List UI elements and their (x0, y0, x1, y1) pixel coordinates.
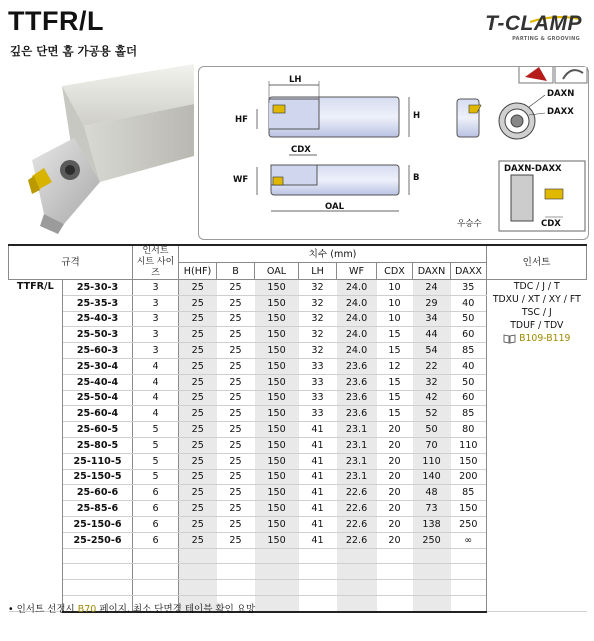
row-code: 25-30-3 (63, 280, 133, 296)
row-value: 33 (299, 358, 337, 374)
col-header: WF (337, 263, 377, 280)
row-value: 33 (299, 390, 337, 406)
row-value (413, 595, 451, 611)
row-value: 20 (377, 485, 413, 501)
row-value: 150 (255, 469, 299, 485)
row-value: 25 (179, 516, 217, 532)
row-value: 25 (179, 406, 217, 422)
row-value: 24 (413, 280, 451, 296)
row-value: 50 (413, 422, 451, 438)
row-value: 54 (413, 343, 451, 359)
row-value (217, 548, 255, 564)
label-lh: LH (289, 75, 302, 85)
row-value: 32 (299, 327, 337, 343)
row-value: 110 (413, 453, 451, 469)
row-value: 40 (451, 295, 487, 311)
row-value (337, 580, 377, 596)
row-value: 25 (217, 280, 255, 296)
insert-type: TDC / J / T (513, 281, 560, 292)
row-code (63, 580, 133, 596)
row-value: 29 (413, 295, 451, 311)
row-code: 25-35-3 (63, 295, 133, 311)
row-value (179, 548, 217, 564)
row-value: 60 (451, 327, 487, 343)
row-value (451, 548, 487, 564)
row-value: 20 (377, 453, 413, 469)
row-value: 32 (299, 295, 337, 311)
row-value: ∞ (451, 532, 487, 548)
row-value: 150 (255, 406, 299, 422)
row-value: 150 (255, 358, 299, 374)
row-value (179, 564, 217, 580)
row-value: 32 (299, 311, 337, 327)
row-value: 25 (179, 501, 217, 517)
row-code: 25-30-4 (63, 358, 133, 374)
row-value: 44 (413, 327, 451, 343)
row-value: 25 (179, 437, 217, 453)
brand-logo (464, 12, 582, 40)
row-value: 85 (451, 406, 487, 422)
row-value: 25 (217, 422, 255, 438)
col-header: B (217, 263, 255, 280)
row-value: 25 (179, 327, 217, 343)
row-value: 85 (451, 485, 487, 501)
row-value: 25 (217, 532, 255, 548)
row-insert-size: 6 (133, 485, 179, 501)
row-value: 33 (299, 406, 337, 422)
row-code: 25-50-4 (63, 390, 133, 406)
row-code: 25-60-3 (63, 343, 133, 359)
row-value (299, 564, 337, 580)
dimension-diagram (198, 66, 589, 240)
row-value: 15 (377, 390, 413, 406)
row-value (377, 580, 413, 596)
row-code: 25-60-5 (63, 422, 133, 438)
row-insert-size: 3 (133, 295, 179, 311)
brand-tagline: PARTING & GROOVING (512, 36, 580, 42)
row-value: 150 (451, 453, 487, 469)
row-value: 25 (179, 358, 217, 374)
row-insert-size: 5 (133, 437, 179, 453)
spec-table (8, 244, 587, 613)
row-value (451, 595, 487, 611)
row-value: 32 (299, 280, 337, 296)
row-value: 34 (413, 311, 451, 327)
col-header: LH (299, 263, 337, 280)
insert-page-ref-text[interactable]: B109-B119 (519, 333, 571, 344)
label-wf: WF (233, 175, 249, 185)
row-value: 15 (377, 374, 413, 390)
row-code (63, 564, 133, 580)
row-value: 25 (179, 374, 217, 390)
row-value: 10 (377, 280, 413, 296)
row-value: 20 (377, 501, 413, 517)
row-value (255, 548, 299, 564)
row-value: 33 (299, 374, 337, 390)
table-row (9, 280, 587, 296)
row-value (217, 564, 255, 580)
label-cdx-top: CDX (291, 145, 311, 155)
row-value: 23.1 (337, 453, 377, 469)
row-value: 23.6 (337, 390, 377, 406)
row-value: 12 (377, 358, 413, 374)
row-insert-size: 4 (133, 374, 179, 390)
row-value (337, 548, 377, 564)
row-value: 24.0 (337, 327, 377, 343)
col-header: DAXX (451, 263, 487, 280)
page-title: TTFR/L (8, 6, 104, 36)
row-value: 150 (451, 501, 487, 517)
row-code (63, 548, 133, 564)
row-value: 25 (217, 295, 255, 311)
row-value (299, 595, 337, 611)
row-value: 73 (413, 501, 451, 517)
row-value: 25 (217, 516, 255, 532)
row-value: 20 (377, 532, 413, 548)
row-value: 41 (299, 437, 337, 453)
row-insert-size: 3 (133, 343, 179, 359)
row-insert-size (133, 548, 179, 564)
row-value (413, 564, 451, 580)
row-insert-size: 6 (133, 532, 179, 548)
row-value: 42 (413, 390, 451, 406)
row-code: 25-85-6 (63, 501, 133, 517)
brand-name: T-CLAMP (485, 12, 582, 35)
row-value: 25 (179, 295, 217, 311)
row-value: 22.6 (337, 501, 377, 517)
row-value: 23.1 (337, 469, 377, 485)
row-value: 32 (299, 343, 337, 359)
row-value: 23.6 (337, 358, 377, 374)
header-insert: 인서트 (487, 245, 587, 280)
row-insert-size: 3 (133, 327, 179, 343)
insert-type: TDXU / XT / XY / FT (492, 294, 581, 305)
row-value: 22.6 (337, 532, 377, 548)
row-value: 41 (299, 485, 337, 501)
row-insert-size: 3 (133, 280, 179, 296)
row-value: 150 (255, 343, 299, 359)
insert-type: TDUF / TDV (510, 320, 564, 331)
col-header: CDX (377, 263, 413, 280)
row-insert-size: 6 (133, 501, 179, 517)
row-value: 150 (255, 327, 299, 343)
row-value: 15 (377, 343, 413, 359)
row-insert-size: 5 (133, 469, 179, 485)
row-value: 41 (299, 532, 337, 548)
row-value: 25 (179, 485, 217, 501)
header-spec: 규격 (9, 245, 133, 280)
insert-type: TSC / J (521, 307, 552, 318)
row-value: 15 (377, 406, 413, 422)
row-value: 110 (451, 437, 487, 453)
row-value: 25 (179, 343, 217, 359)
row-value (217, 580, 255, 596)
label-daxn-daxx: DAXN-DAXX (504, 164, 562, 174)
row-value: 22.6 (337, 516, 377, 532)
row-insert-size: 3 (133, 311, 179, 327)
row-value: 20 (377, 469, 413, 485)
row-value: 200 (451, 469, 487, 485)
row-insert-size: 4 (133, 358, 179, 374)
row-insert-size (133, 564, 179, 580)
row-value: 25 (179, 311, 217, 327)
row-value: 150 (255, 390, 299, 406)
row-value (299, 580, 337, 596)
row-value: 22 (413, 358, 451, 374)
row-value: 250 (413, 532, 451, 548)
row-value: 25 (179, 532, 217, 548)
label-daxx: DAXX (547, 107, 574, 117)
row-value: 25 (217, 501, 255, 517)
label-h: H (413, 111, 421, 121)
row-value: 25 (217, 390, 255, 406)
row-value: 24.0 (337, 295, 377, 311)
row-value: 48 (413, 485, 451, 501)
row-value: 52 (413, 406, 451, 422)
row-code: 25-60-4 (63, 406, 133, 422)
row-value (299, 548, 337, 564)
row-value: 24.0 (337, 343, 377, 359)
row-insert-size: 4 (133, 390, 179, 406)
row-value: 10 (377, 311, 413, 327)
row-value: 41 (299, 422, 337, 438)
row-code: 25-50-3 (63, 327, 133, 343)
row-code: 25-40-3 (63, 311, 133, 327)
row-value: 250 (451, 516, 487, 532)
row-code: 25-150-6 (63, 516, 133, 532)
label-daxn: DAXN (547, 89, 575, 99)
row-value: 150 (255, 501, 299, 517)
label-cdx-detail: CDX (541, 219, 561, 229)
row-value (337, 564, 377, 580)
row-value: 25 (217, 311, 255, 327)
row-value: 24.0 (337, 280, 377, 296)
row-value: 22.6 (337, 485, 377, 501)
col-header: OAL (255, 263, 299, 280)
series-label: TTFR/L (9, 280, 63, 612)
row-code: 25-40-4 (63, 374, 133, 390)
row-value: 150 (255, 295, 299, 311)
row-value: 150 (255, 532, 299, 548)
book-icon (503, 334, 516, 344)
page-subtitle: 깊은 단면 홈 가공용 홀더 (10, 44, 138, 58)
row-value: 25 (217, 469, 255, 485)
footnote-prefix: • 인서트 선정시 (8, 604, 78, 615)
row-insert-size: 4 (133, 406, 179, 422)
row-value (451, 580, 487, 596)
row-value: 20 (377, 422, 413, 438)
row-value: 150 (255, 422, 299, 438)
label-oal: OAL (325, 202, 344, 212)
row-value: 24.0 (337, 311, 377, 327)
row-value: 140 (413, 469, 451, 485)
row-value: 150 (255, 453, 299, 469)
row-value: 15 (377, 327, 413, 343)
row-value: 25 (179, 469, 217, 485)
row-value: 23.1 (337, 437, 377, 453)
row-value: 25 (217, 406, 255, 422)
insert-page-ref[interactable] (487, 332, 587, 345)
row-value: 25 (217, 343, 255, 359)
row-value: 25 (179, 422, 217, 438)
row-value: 23.6 (337, 374, 377, 390)
row-value: 150 (255, 516, 299, 532)
row-value: 138 (413, 516, 451, 532)
footnote-suffix: 페이지, 최소 단면경 테이블 확인 요망 (96, 604, 256, 615)
row-value: 150 (255, 311, 299, 327)
row-insert-size: 5 (133, 453, 179, 469)
row-value: 60 (451, 390, 487, 406)
row-value: 70 (413, 437, 451, 453)
row-value: 25 (217, 453, 255, 469)
row-value: 10 (377, 295, 413, 311)
row-value: 20 (377, 437, 413, 453)
row-value: 23.6 (337, 406, 377, 422)
row-value: 41 (299, 501, 337, 517)
row-insert-size: 5 (133, 422, 179, 438)
row-value: 32 (413, 374, 451, 390)
row-value (255, 595, 299, 611)
row-value (377, 595, 413, 611)
row-value: 35 (451, 280, 487, 296)
footnote (8, 601, 255, 615)
label-b: B (413, 173, 420, 183)
row-value: 150 (255, 485, 299, 501)
insert-cell (487, 280, 587, 612)
row-code: 25-80-5 (63, 437, 133, 453)
row-value: 25 (179, 390, 217, 406)
row-value (255, 564, 299, 580)
row-value: 25 (217, 358, 255, 374)
row-value (377, 548, 413, 564)
row-value: 50 (451, 374, 487, 390)
row-value (413, 580, 451, 596)
row-value: 50 (451, 311, 487, 327)
row-value: 41 (299, 453, 337, 469)
row-value: 25 (179, 280, 217, 296)
row-value (255, 580, 299, 596)
row-code: 25-150-5 (63, 469, 133, 485)
row-value: 25 (217, 374, 255, 390)
label-hand: 우승수 (457, 219, 482, 229)
row-code: 25-110-5 (63, 453, 133, 469)
row-value: 20 (377, 516, 413, 532)
holder-photo (4, 64, 194, 240)
row-value: 40 (451, 358, 487, 374)
row-code: 25-60-6 (63, 485, 133, 501)
header-insert-size: 인서트 시트 사이즈 (133, 245, 179, 280)
row-value (179, 580, 217, 596)
row-value: 41 (299, 516, 337, 532)
row-value: 150 (255, 437, 299, 453)
row-value: 23.1 (337, 422, 377, 438)
row-value: 25 (217, 485, 255, 501)
row-value: 150 (255, 280, 299, 296)
col-header: DAXN (413, 263, 451, 280)
row-value: 25 (179, 453, 217, 469)
row-code: 25-250-6 (63, 532, 133, 548)
row-value: 85 (451, 343, 487, 359)
row-insert-size (133, 580, 179, 596)
row-value (451, 564, 487, 580)
row-value: 150 (255, 374, 299, 390)
col-header: H(HF) (179, 263, 217, 280)
footnote-page-link[interactable]: B70 (77, 604, 97, 615)
row-value (377, 564, 413, 580)
row-insert-size: 6 (133, 516, 179, 532)
header-dims: 치수 (mm) (179, 245, 487, 263)
row-value: 41 (299, 469, 337, 485)
row-value (413, 548, 451, 564)
row-value: 80 (451, 422, 487, 438)
row-value: 25 (217, 437, 255, 453)
label-hf: HF (235, 115, 248, 125)
row-value (337, 595, 377, 611)
row-value: 25 (217, 327, 255, 343)
